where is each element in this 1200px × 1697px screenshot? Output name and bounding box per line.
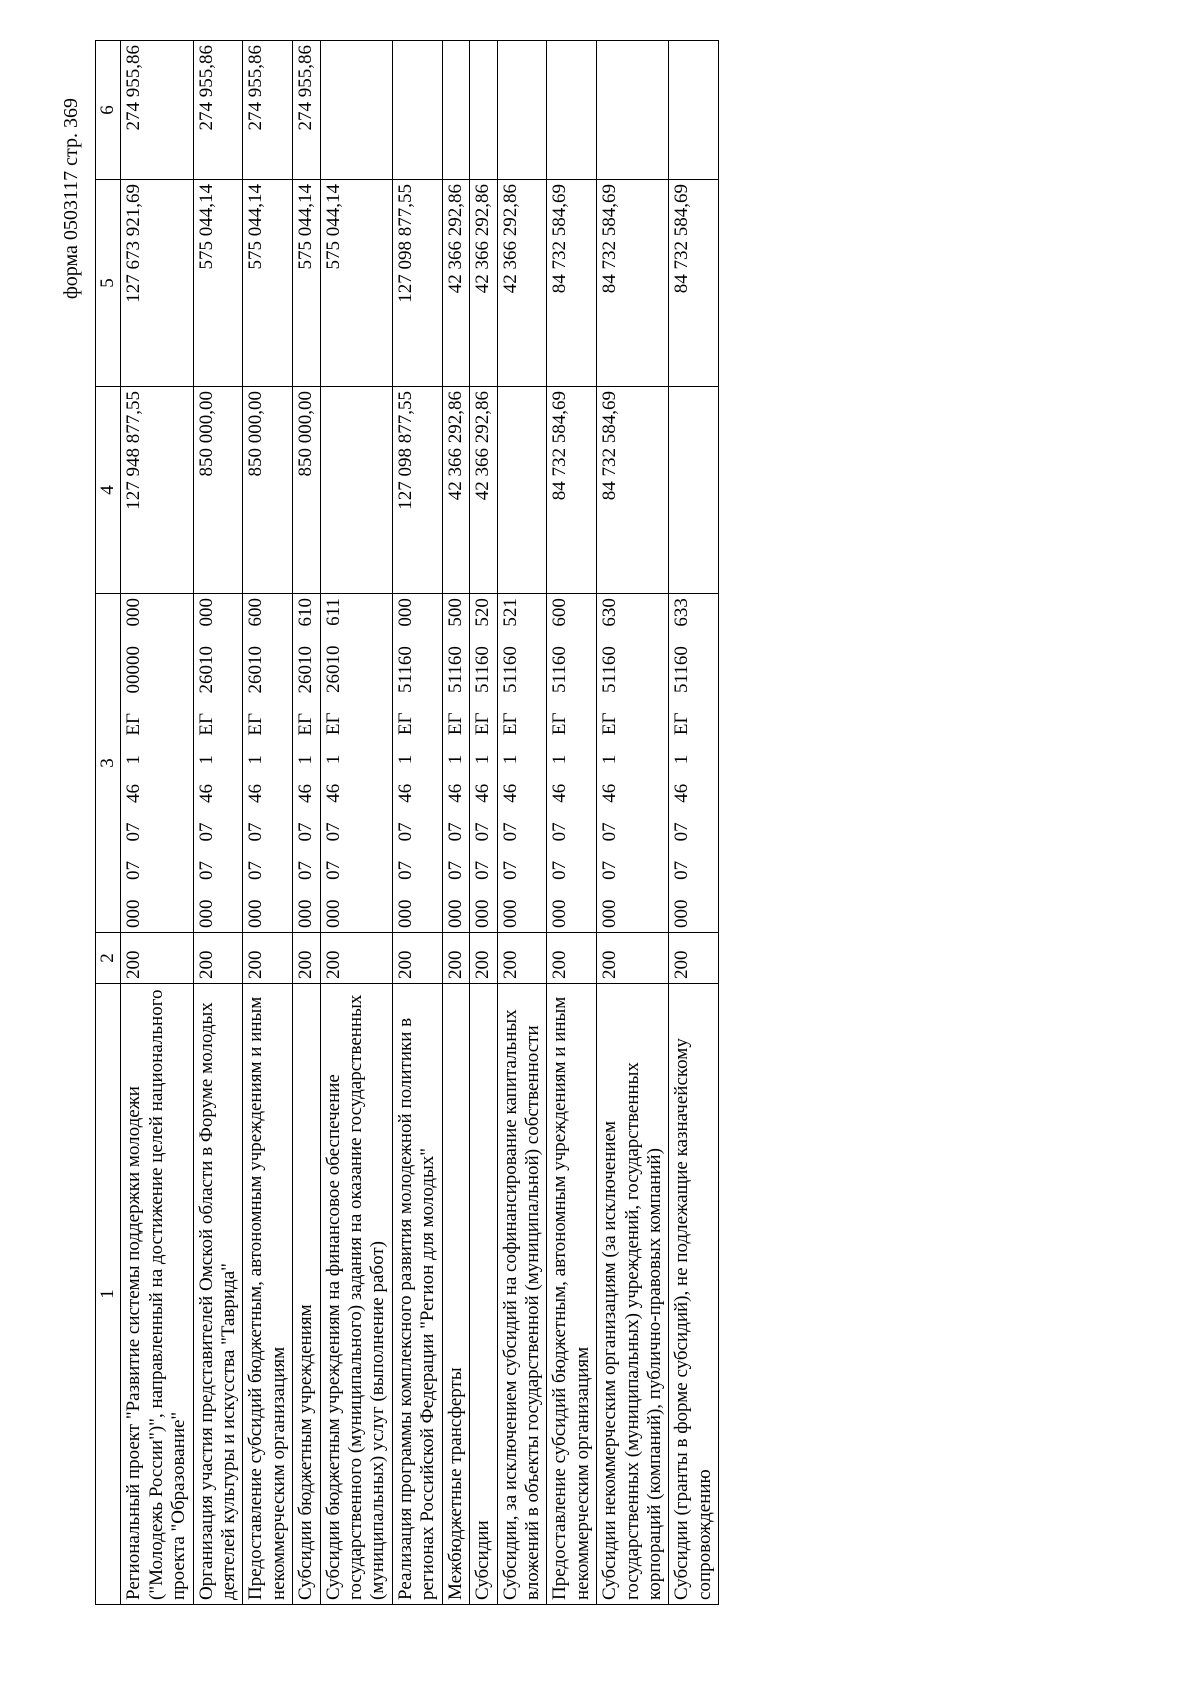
budget-code-part: 07 bbox=[123, 861, 145, 881]
budget-code-part: 610 bbox=[295, 598, 317, 627]
budget-code-part: ЕГ bbox=[472, 712, 494, 736]
col-header-3: 3 bbox=[96, 594, 121, 933]
row-col6: 274 955,86 bbox=[243, 41, 293, 180]
budget-code-part: ЕГ bbox=[295, 712, 317, 736]
budget-code-part: 520 bbox=[472, 598, 494, 627]
budget-code-part: 46 bbox=[499, 783, 521, 803]
row-budget-code bbox=[293, 594, 320, 933]
budget-code-part: 000 bbox=[245, 899, 267, 928]
budget-code-part: 1 bbox=[245, 755, 267, 765]
row-name: Организация участия представителей Омской области в Форуме молодых деятелей культуры и искусства "Таврида" bbox=[193, 984, 243, 1605]
row-name: Субсидии (гранты в форме субсидий), не подлежащие казначейскому сопровождению bbox=[669, 984, 719, 1605]
budget-code-part: 26010 bbox=[295, 646, 317, 694]
budget-code-part: ЕГ bbox=[499, 712, 521, 736]
row-name: Субсидии бюджетным учреждениям на финансовое обеспечение государственного (муниципального) задания на оказание государственных (муниципальных) услуг (выполнение работ) bbox=[320, 984, 392, 1605]
report-table bbox=[95, 40, 719, 1605]
budget-code-part: 611 bbox=[322, 598, 344, 626]
budget-code-part: 1 bbox=[472, 754, 494, 765]
budget-code-parts bbox=[599, 598, 621, 928]
row-budget-code bbox=[547, 594, 597, 933]
budget-code-part: 000 bbox=[295, 899, 317, 928]
budget-code-part: 1 bbox=[671, 754, 693, 765]
budget-code-part: 000 bbox=[123, 598, 145, 627]
row-line-code: 200 bbox=[442, 933, 469, 984]
row-name: Предоставление субсидий бюджетным, автономным учреждениям и иным некоммерческим организациям bbox=[243, 984, 293, 1605]
budget-code-part: 000 bbox=[671, 899, 693, 928]
budget-code-part: ЕГ bbox=[394, 712, 416, 736]
row-budget-code bbox=[193, 594, 243, 933]
budget-code-part: 000 bbox=[472, 899, 494, 928]
budget-code-part: 000 bbox=[195, 598, 217, 627]
budget-code-parts bbox=[671, 598, 693, 928]
budget-code-parts bbox=[295, 598, 317, 928]
row-col5: 84 732 584,69 bbox=[547, 180, 597, 387]
budget-code-part: 07 bbox=[295, 861, 317, 881]
row-col5: 575 044,14 bbox=[293, 180, 320, 387]
row-col4: 850 000,00 bbox=[293, 387, 320, 594]
budget-code-parts bbox=[445, 598, 467, 928]
row-col5: 575 044,14 bbox=[193, 180, 243, 387]
budget-code-parts bbox=[472, 598, 494, 928]
budget-code-part: 500 bbox=[444, 598, 466, 627]
row-col4: 127 948 877,55 bbox=[121, 387, 193, 594]
budget-code-part: 46 bbox=[549, 783, 571, 803]
row-col6 bbox=[497, 41, 547, 180]
row-col6 bbox=[547, 41, 597, 180]
row-col5: 42 366 292,86 bbox=[497, 180, 547, 387]
budget-code-part: 51160 bbox=[499, 646, 521, 693]
row-col5: 575 044,14 bbox=[243, 180, 293, 387]
row-line-code: 200 bbox=[547, 933, 597, 984]
table-row bbox=[497, 41, 547, 1605]
row-col6: 274 955,86 bbox=[193, 41, 243, 180]
table-row bbox=[597, 41, 669, 1605]
row-col6 bbox=[470, 41, 497, 180]
table-row bbox=[669, 41, 719, 1605]
table-body bbox=[121, 41, 719, 1605]
row-line-code: 200 bbox=[121, 933, 193, 984]
budget-code-part: 51160 bbox=[444, 646, 466, 693]
budget-code-part: 00000 bbox=[123, 646, 145, 694]
budget-code-part: 1 bbox=[195, 755, 217, 765]
table-row bbox=[470, 41, 497, 1605]
row-col5: 575 044,14 bbox=[320, 180, 392, 387]
row-line-code: 200 bbox=[193, 933, 243, 984]
table-row bbox=[121, 41, 193, 1605]
row-budget-code bbox=[669, 594, 719, 933]
row-name: Субсидии bbox=[470, 984, 497, 1605]
budget-code-part: 000 bbox=[394, 899, 416, 928]
table-row bbox=[547, 41, 597, 1605]
budget-code-part: 46 bbox=[295, 784, 317, 804]
row-budget-code bbox=[470, 594, 497, 933]
row-col4: 42 366 292,86 bbox=[442, 387, 469, 594]
budget-code-part: 07 bbox=[245, 861, 267, 881]
budget-code-part: 07 bbox=[549, 860, 571, 880]
row-col6 bbox=[597, 41, 669, 180]
budget-code-part: 07 bbox=[394, 860, 416, 880]
form-reference: форма 0503117 стр. 369 bbox=[60, 98, 82, 300]
budget-code-part: ЕГ bbox=[123, 712, 145, 736]
row-name: Межбюджетные трансферты bbox=[442, 984, 469, 1605]
table-row bbox=[392, 41, 442, 1605]
budget-code-part: 07 bbox=[295, 822, 317, 842]
budget-code-part: 07 bbox=[322, 822, 344, 842]
row-name: Региональный проект "Развитие системы поддержки молодежи ("Молодежь России")", направленный на достижение целей национального проекта "Образование" bbox=[121, 984, 193, 1605]
row-col6 bbox=[669, 41, 719, 180]
row-col4: 850 000,00 bbox=[193, 387, 243, 594]
budget-code-part: 46 bbox=[599, 783, 621, 803]
budget-code-part: 07 bbox=[599, 860, 621, 880]
budget-code-part: 000 bbox=[195, 899, 217, 928]
row-line-code: 200 bbox=[597, 933, 669, 984]
budget-code-part: 46 bbox=[123, 784, 145, 804]
row-name: Субсидии бюджетным учреждениям bbox=[293, 984, 320, 1605]
budget-code-part: ЕГ bbox=[245, 712, 267, 736]
row-budget-code bbox=[442, 594, 469, 933]
column-number-row bbox=[96, 41, 121, 1605]
budget-code-parts bbox=[245, 598, 267, 928]
table-row bbox=[243, 41, 293, 1605]
budget-code-part: 600 bbox=[549, 598, 571, 627]
budget-code-part: 07 bbox=[444, 822, 466, 842]
row-line-code: 200 bbox=[293, 933, 320, 984]
budget-code-part: 07 bbox=[499, 822, 521, 842]
budget-code-part: 1 bbox=[499, 754, 521, 765]
budget-code-part: 07 bbox=[123, 822, 145, 842]
row-col4: 127 098 877,55 bbox=[392, 387, 442, 594]
budget-code-part: 46 bbox=[322, 783, 344, 803]
budget-code-part: 000 bbox=[599, 899, 621, 928]
row-budget-code bbox=[497, 594, 547, 933]
budget-code-part: 46 bbox=[444, 783, 466, 803]
row-col5: 84 732 584,69 bbox=[669, 180, 719, 387]
row-col4: 84 732 584,69 bbox=[597, 387, 669, 594]
budget-code-parts bbox=[395, 598, 417, 928]
row-col5: 42 366 292,86 bbox=[442, 180, 469, 387]
col-header-1: 1 bbox=[96, 984, 121, 1605]
budget-code-parts bbox=[123, 598, 145, 928]
budget-code-part: ЕГ bbox=[322, 712, 344, 736]
row-budget-code bbox=[121, 594, 193, 933]
budget-code-part: 26010 bbox=[245, 646, 267, 694]
budget-code-part: 46 bbox=[394, 783, 416, 803]
row-name: Реализация программы комплексного развития молодежной политики в регионах Российской Федерации "Регион для молодых" bbox=[392, 984, 442, 1605]
budget-code-part: 07 bbox=[245, 822, 267, 842]
budget-code-part: 07 bbox=[472, 860, 494, 880]
budget-code-part: 07 bbox=[195, 861, 217, 881]
budget-code-part: ЕГ bbox=[671, 712, 693, 736]
table-row bbox=[193, 41, 243, 1605]
budget-code-part: 1 bbox=[394, 754, 416, 765]
budget-code-part: 1 bbox=[322, 754, 344, 765]
budget-code-part: 000 bbox=[444, 899, 466, 928]
budget-code-part: 07 bbox=[472, 822, 494, 842]
budget-code-part: 46 bbox=[671, 783, 693, 803]
col-header-2: 2 bbox=[96, 933, 121, 984]
budget-code-part: 07 bbox=[599, 822, 621, 842]
col-header-4: 4 bbox=[96, 387, 121, 594]
row-col4: 42 366 292,86 bbox=[470, 387, 497, 594]
table-row bbox=[442, 41, 469, 1605]
row-line-code: 200 bbox=[669, 933, 719, 984]
budget-code-part: 1 bbox=[123, 755, 145, 765]
budget-code-part: 26010 bbox=[322, 645, 344, 693]
row-line-code: 200 bbox=[497, 933, 547, 984]
budget-code-part: 07 bbox=[322, 860, 344, 880]
budget-code-part: 633 bbox=[671, 598, 693, 627]
budget-code-part: 000 bbox=[123, 899, 145, 928]
row-col4 bbox=[497, 387, 547, 594]
budget-code-part: 000 bbox=[549, 899, 571, 928]
row-col4 bbox=[669, 387, 719, 594]
row-name: Субсидии, за исключением субсидий на софинансирование капитальных вложений в объекты государственной (муниципальной) собственности bbox=[497, 984, 547, 1605]
table-row bbox=[320, 41, 392, 1605]
budget-code-parts bbox=[196, 598, 218, 928]
budget-code-part: 51160 bbox=[472, 646, 494, 693]
budget-code-part: 630 bbox=[599, 598, 621, 627]
row-budget-code bbox=[597, 594, 669, 933]
row-budget-code bbox=[243, 594, 293, 933]
budget-code-part: 46 bbox=[195, 784, 217, 804]
row-col4: 84 732 584,69 bbox=[547, 387, 597, 594]
row-col4: 850 000,00 bbox=[243, 387, 293, 594]
budget-code-part: 46 bbox=[245, 784, 267, 804]
row-col4 bbox=[320, 387, 392, 594]
row-col5: 84 732 584,69 bbox=[597, 180, 669, 387]
table-row bbox=[293, 41, 320, 1605]
budget-code-part: 51160 bbox=[549, 646, 571, 693]
budget-code-part: 07 bbox=[499, 860, 521, 880]
budget-code-part: 600 bbox=[245, 598, 267, 627]
budget-code-part: 000 bbox=[394, 598, 416, 627]
budget-code-part: 521 bbox=[499, 598, 521, 627]
budget-code-part: 46 bbox=[472, 783, 494, 803]
row-col5: 127 098 877,55 bbox=[392, 180, 442, 387]
row-col6 bbox=[320, 41, 392, 180]
budget-code-part: 07 bbox=[394, 822, 416, 842]
budget-code-part: 51160 bbox=[599, 646, 621, 693]
budget-code-part: 1 bbox=[444, 754, 466, 765]
budget-code-part: 07 bbox=[195, 822, 217, 842]
row-line-code: 200 bbox=[243, 933, 293, 984]
budget-code-part: 07 bbox=[671, 822, 693, 842]
col-header-6: 6 bbox=[96, 41, 121, 180]
row-col6: 274 955,86 bbox=[293, 41, 320, 180]
row-col6: 274 955,86 bbox=[121, 41, 193, 180]
row-col5: 127 673 921,69 bbox=[121, 180, 193, 387]
row-line-code: 200 bbox=[320, 933, 392, 984]
budget-code-part: 000 bbox=[322, 899, 344, 928]
header-area bbox=[0, 98, 82, 1697]
budget-code-part: 51160 bbox=[671, 646, 693, 693]
row-name: Субсидии некоммерческим организациям (за исключением государственных (муниципальных) учреждений, государственных корпораций (компаний), публично-правовых компаний) bbox=[597, 984, 669, 1605]
row-line-code: 200 bbox=[470, 933, 497, 984]
row-col5: 42 366 292,86 bbox=[470, 180, 497, 387]
budget-code-part: ЕГ bbox=[599, 712, 621, 736]
row-line-code: 200 bbox=[392, 933, 442, 984]
budget-code-part: ЕГ bbox=[549, 712, 571, 736]
budget-code-parts bbox=[500, 598, 522, 928]
budget-code-part: 1 bbox=[295, 755, 317, 765]
budget-code-part: 07 bbox=[549, 822, 571, 842]
budget-code-part: 1 bbox=[549, 754, 571, 765]
row-budget-code bbox=[320, 594, 392, 933]
col-header-5: 5 bbox=[96, 180, 121, 387]
row-col6 bbox=[392, 41, 442, 180]
budget-code-parts bbox=[323, 598, 345, 928]
budget-code-part: 07 bbox=[671, 860, 693, 880]
row-name: Предоставление субсидий бюджетным, автономным учреждениям и иным некоммерческим организациям bbox=[547, 984, 597, 1605]
budget-code-part: ЕГ bbox=[444, 712, 466, 736]
row-col6 bbox=[442, 41, 469, 180]
budget-code-part: 26010 bbox=[195, 646, 217, 694]
budget-code-part: 1 bbox=[599, 754, 621, 765]
row-budget-code bbox=[392, 594, 442, 933]
budget-code-part: 07 bbox=[444, 860, 466, 880]
budget-code-parts bbox=[549, 598, 571, 928]
budget-code-part: ЕГ bbox=[195, 712, 217, 736]
budget-code-part: 000 bbox=[499, 899, 521, 928]
budget-code-part: 51160 bbox=[394, 646, 416, 693]
